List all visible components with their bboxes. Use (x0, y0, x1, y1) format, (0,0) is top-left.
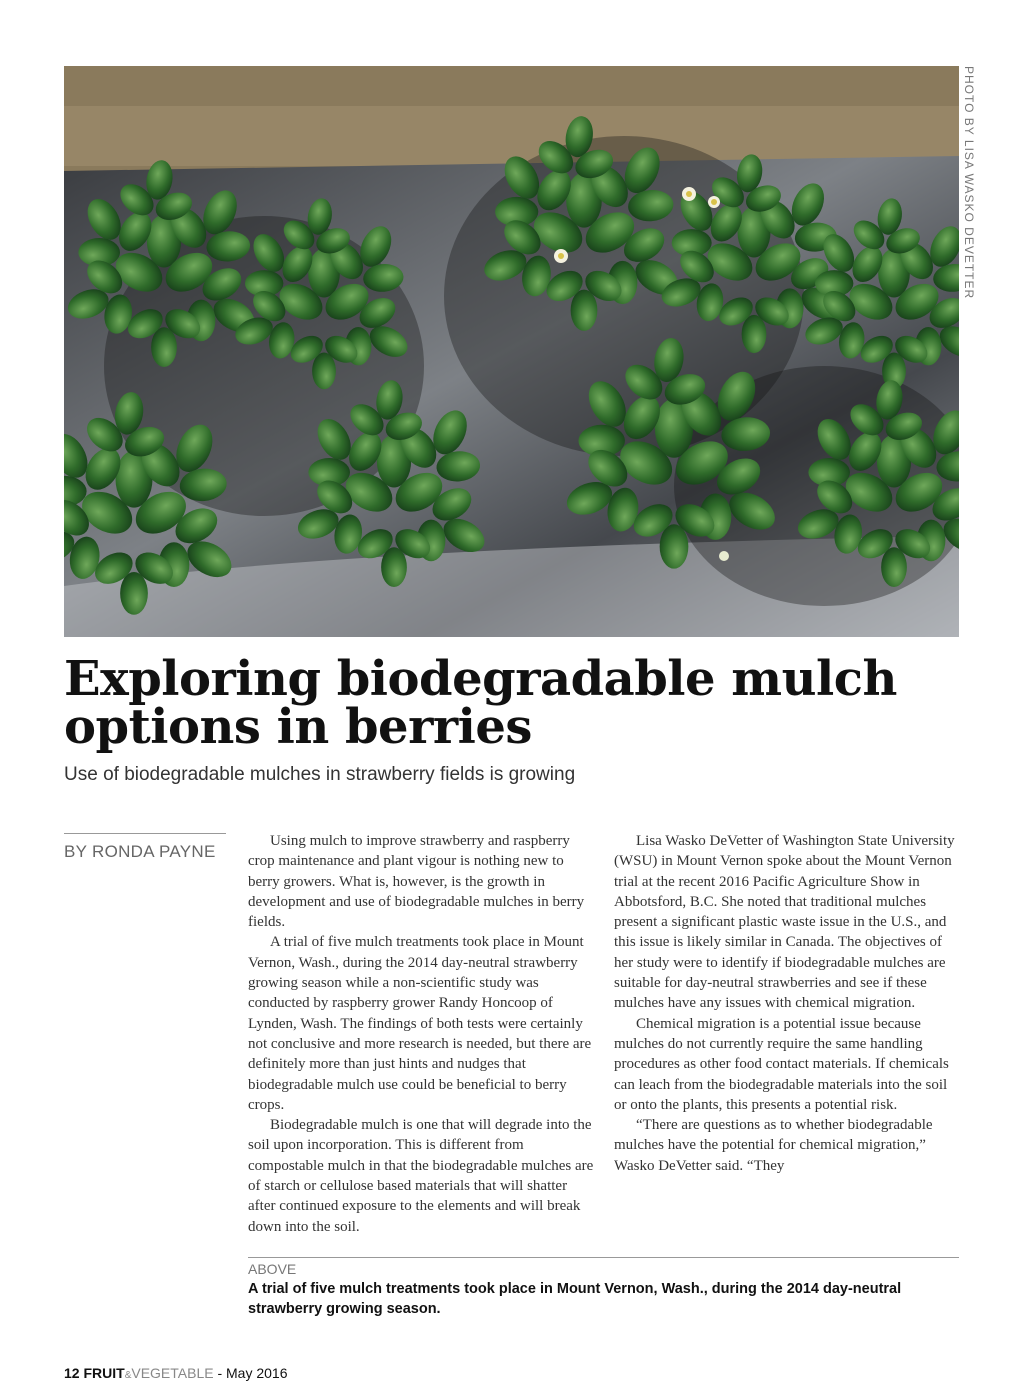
magazine-name-amp: & (124, 1370, 132, 1381)
article-column-1 (248, 831, 595, 1237)
article-photo (64, 66, 959, 637)
paragraph: Using mulch to improve strawberry and raspberry crop maintenance and plant vigour is nothing new to berry growers. What is, however, is the growth in development and use of biodegradable mulches in berry fields. (248, 833, 585, 931)
photo-caption: A trial of five mulch treatments took place in Mount Vernon, Wash., during the 2014 day-neutral strawberry growing season. (248, 1281, 902, 1317)
page-footer (64, 1365, 288, 1381)
article-subtitle: Use of biodegradable mulches in strawberry fields is growing (64, 764, 576, 785)
caption-divider (248, 1257, 959, 1258)
byline: BY RONDA PAYNE (64, 842, 216, 861)
article-column-2 (614, 831, 961, 1176)
magazine-name-vegetable: VEGETABLE (131, 1365, 214, 1381)
paragraph: Chemical migration is a potential issue because mulches do not currently require the same handling procedures as other food contact materials. If chemicals can leach from the biodegradable materials into the soil or onto the plants, this presents a potential risk. (614, 1015, 949, 1113)
article-title: Exploring biodegradable mulch options in berries (64, 651, 897, 755)
issue-date: - May 2016 (217, 1365, 288, 1381)
photo-credit: PHOTO BY LISA WASKO DEVETTER (962, 66, 976, 300)
byline-divider (64, 833, 226, 834)
strawberry-field-image (64, 66, 959, 637)
magazine-name-fruit: FRUIT (83, 1365, 125, 1381)
paragraph: A trial of five mulch treatments took place in Mount Vernon, Wash., during the 2014 day-neutral strawberry growing season while a non-scientific study was conducted by raspberry grower Randy Honcoop of Lynden, Wash. The findings of both tests were certainly not conclusive and more research is needed, but there are definitely more than just hints and nudges that biodegradable mulch use could be beneficial to berry crops. (248, 934, 592, 1113)
page-number: 12 (64, 1365, 80, 1381)
paragraph: Biodegradable mulch is one that will degrade into the soil upon incorporation. This is different from compostable mulch in that the biodegradable mulches are of starch or cellulose based materials that will shatter after continued exposure to the elements and will break down into the soil. (248, 1117, 594, 1235)
paragraph: Lisa Wasko DeVetter of Washington State University (WSU) in Mount Vernon spoke about the Mount Vernon trial at the recent 2016 Pacific Agriculture Show in Abbotsford, B.C. She noted that traditional mulches present a significant plastic waste issue in the U.S., and this issue is likely similar in Canada. The objectives of her study were to identify if biodegradable mulches are suitable for day-neutral strawberries and see if these mulches have any issues with chemical migration. (614, 833, 955, 1012)
caption-label: ABOVE (248, 1261, 297, 1277)
paragraph: “There are questions as to whether biodegradable mulches have the potential for chemical migration,” Wasko DeVetter said. “They (614, 1117, 933, 1174)
